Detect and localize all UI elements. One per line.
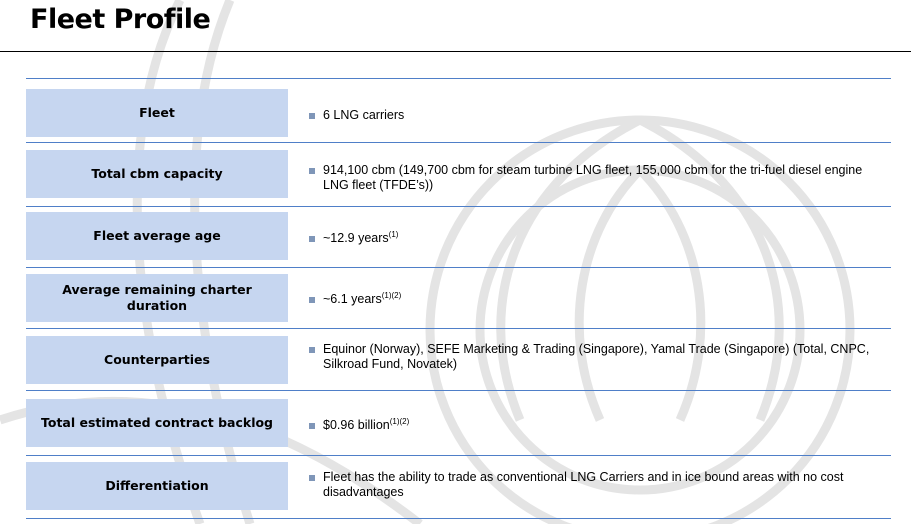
row-value-text: Equinor (Norway), SEFE Marketing & Trading (Singapore), Yamal Trade (Singapore) (Total, CNPC, Silkroad Fund, Novatek) <box>323 342 870 371</box>
row-label: Counterparties <box>26 336 288 384</box>
row-value <box>309 470 879 500</box>
row-value-text: ~12.9 years <box>323 231 389 245</box>
row-value <box>309 418 879 433</box>
row-value <box>309 342 879 372</box>
bullet-icon <box>309 297 315 303</box>
bullet-icon <box>309 236 315 242</box>
row-value-text: 6 LNG carriers <box>323 108 405 122</box>
table-rule <box>26 390 891 391</box>
footnote-marker: (1)(2) <box>381 290 402 300</box>
row-value-text: ~6.1 years <box>323 292 382 306</box>
table-row <box>26 462 891 510</box>
table-row <box>26 212 891 260</box>
table-rule <box>26 518 891 519</box>
footnote-marker: (1) <box>388 229 399 239</box>
table-rule <box>26 267 891 268</box>
page-title: Fleet Profile <box>30 4 211 35</box>
table-row <box>26 150 891 198</box>
row-label: Fleet <box>26 89 288 137</box>
table-row <box>26 336 891 384</box>
row-label: Total estimated contract backlog <box>26 399 288 447</box>
table-rule <box>26 78 891 79</box>
bullet-icon <box>309 423 315 429</box>
table-rule <box>26 206 891 207</box>
row-value-text: $0.96 billion <box>323 418 390 432</box>
row-value <box>309 108 879 123</box>
row-label: Differentiation <box>26 462 288 510</box>
table-rule <box>26 142 891 143</box>
table-row <box>26 89 891 137</box>
bullet-icon <box>309 347 315 353</box>
bullet-icon <box>309 113 315 119</box>
row-value <box>309 292 879 307</box>
row-label: Fleet average age <box>26 212 288 260</box>
table-row <box>26 274 891 322</box>
bullet-icon <box>309 168 315 174</box>
footnote-marker: (1)(2) <box>389 416 410 426</box>
table-rule <box>26 328 891 329</box>
row-value-text: 914,100 cbm (149,700 cbm for steam turbine LNG fleet, 155,000 cbm for the tri-fuel diesel engine LNG fleet (TFDE’s)) <box>323 163 863 192</box>
row-value <box>309 163 879 193</box>
title-divider <box>0 51 911 52</box>
table-rule <box>26 455 891 456</box>
row-value-text: Fleet has the ability to trade as conventional LNG Carriers and in ice bound areas with no cost disadvantages <box>323 470 844 499</box>
bullet-icon <box>309 475 315 481</box>
row-label: Average remaining charter duration <box>26 274 288 322</box>
row-label: Total cbm capacity <box>26 150 288 198</box>
table-row <box>26 399 891 447</box>
row-value <box>309 231 879 246</box>
